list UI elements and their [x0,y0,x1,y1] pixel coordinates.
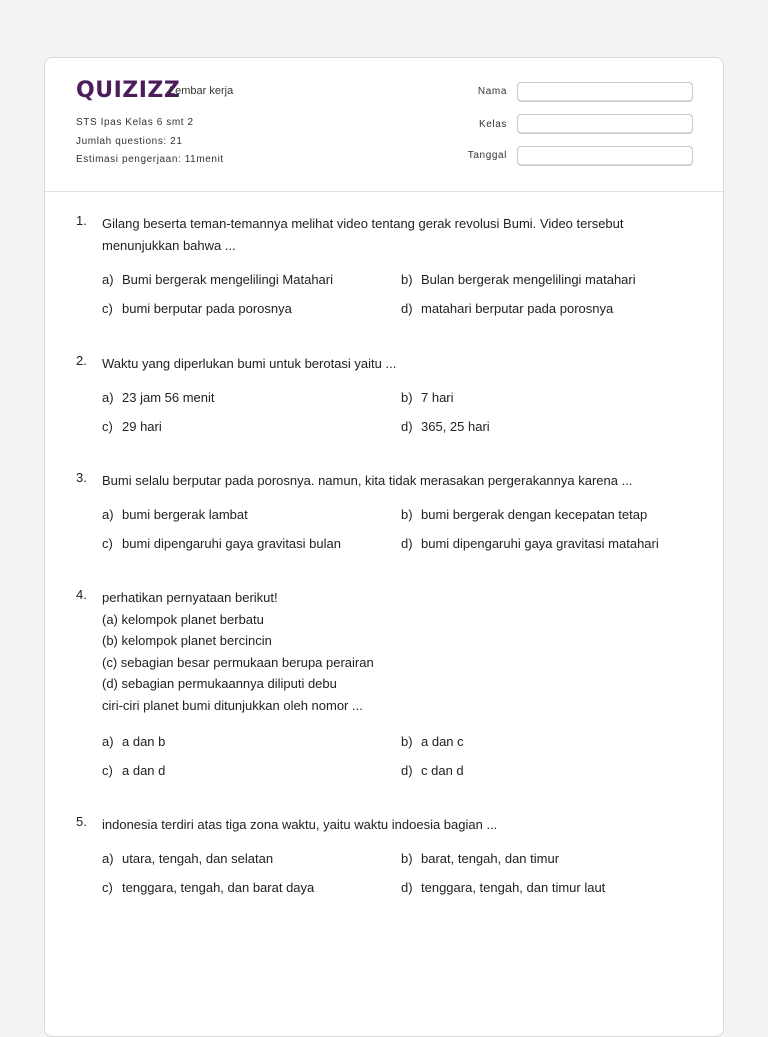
question-number: 3. [76,470,87,485]
answer-option [102,851,273,866]
worksheet-title: STS Ipas Kelas 6 smt 2 [76,117,194,128]
quizizz-logo: QUIZIZZ [76,78,181,103]
question-number: 5. [76,814,87,829]
option-text: bumi bergerak lambat [122,507,248,522]
option-letter: b) [401,507,413,522]
answer-option [102,301,292,316]
option-letter: d) [401,763,413,778]
question-number: 2. [76,353,87,368]
name-label: Nama [477,86,507,97]
question-line: Waktu yang diperlukan bumi untuk berotasi yaitu ... [102,356,397,371]
option-text: matahari berputar pada porosnya [421,301,614,316]
option-text: 23 jam 56 menit [122,390,215,405]
class-label: Kelas [478,119,507,130]
option-letter: c) [102,763,113,778]
option-text: 7 hari [421,390,454,405]
question-line: indonesia terdiri atas tiga zona waktu, yaitu waktu indoesia bagian ... [102,817,498,832]
question-line: Bumi selalu berputar pada porosnya. namun, kita tidak merasakan pergerakannya karena ... [102,473,633,488]
answer-option [401,880,605,895]
option-text: tenggara, tengah, dan timur laut [421,880,606,895]
option-letter: d) [401,880,413,895]
answer-option [401,272,636,287]
name-field[interactable] [517,82,693,102]
worksheet-page [44,57,724,1037]
option-letter: c) [102,880,113,895]
question-line: (a) kelompok planet berbatu [102,611,264,627]
option-letter: a) [102,272,114,287]
answer-option [102,763,165,778]
option-text: a dan b [122,734,166,749]
option-letter: c) [102,301,113,316]
option-letter: d) [401,536,413,551]
option-text: utara, tengah, dan selatan [122,851,274,866]
question-line: (d) sebagian permukaannya diliputi debu [102,676,337,691]
question-line: perhatikan pernyataan berikut! [102,590,278,605]
worksheet-header [45,58,723,192]
option-letter: b) [401,272,413,287]
question-line: (b) kelompok planet bercincin [102,633,272,648]
answer-option [102,880,314,895]
question-line: ciri-ciri planet bumi ditunjukkan oleh nomor ... [102,697,363,713]
question-line: (c) sebagian besar permukaan berupa perairan [102,654,374,670]
question-text [102,470,662,492]
option-text: bumi bergerak dengan kecepatan tetap [421,507,648,522]
option-text: bumi berputar pada porosnya [122,301,292,316]
answer-option [401,536,659,551]
option-letter: d) [401,419,413,434]
question-number: 4. [76,587,87,602]
option-text: bumi dipengaruhi gaya gravitasi matahari [421,536,659,551]
option-text: a dan c [421,734,464,749]
option-letter: c) [102,419,113,434]
question-text [102,814,662,836]
option-text: 29 hari [122,419,162,434]
option-letter: b) [401,734,413,749]
option-text: a dan d [122,763,166,778]
option-letter: a) [102,851,114,866]
option-letter: a) [102,734,114,749]
class-field[interactable] [517,114,693,134]
option-text: bumi dipengaruhi gaya gravitasi bulan [122,536,341,551]
answer-option [401,734,464,749]
answer-option [102,419,162,434]
option-text: Bulan bergerak mengelilingi matahari [421,272,636,287]
question-line: Gilang beserta teman-temannya melihat video tentang gerak revolusi Bumi. Video tersebut [102,216,624,231]
answer-option [102,507,248,522]
answer-option [401,507,647,522]
time-estimate: Estimasi pengerjaan: 11menit [76,154,224,165]
question-line: menunjukkan bahwa ... [102,237,236,253]
answer-option [401,390,454,405]
answer-option [401,763,464,778]
option-letter: c) [102,536,113,551]
question-text [102,353,662,375]
answer-option [401,419,490,434]
answer-option [401,851,559,866]
option-text: c dan d [421,763,464,778]
option-letter: a) [102,507,114,522]
answer-option [401,301,613,316]
option-letter: b) [401,851,413,866]
option-text: barat, tengah, dan timur [421,851,560,866]
option-text: Bumi bergerak mengelilingi Matahari [122,272,333,287]
option-letter: b) [401,390,413,405]
answer-option [102,272,333,287]
document-type-label: Lembar kerja [169,85,234,97]
question-count: Jumlah questions: 21 [76,136,183,147]
question-text [102,587,662,716]
answer-option [102,390,215,405]
option-letter: d) [401,301,413,316]
option-letter: a) [102,390,114,405]
answer-option [102,536,341,551]
question-text [102,213,662,256]
option-text: tenggara, tengah, dan barat daya [122,880,315,895]
option-text: 365, 25 hari [421,419,490,434]
answer-option [102,734,165,749]
date-field[interactable] [517,146,693,166]
question-number: 1. [76,213,87,228]
date-label: Tanggal [467,150,507,161]
